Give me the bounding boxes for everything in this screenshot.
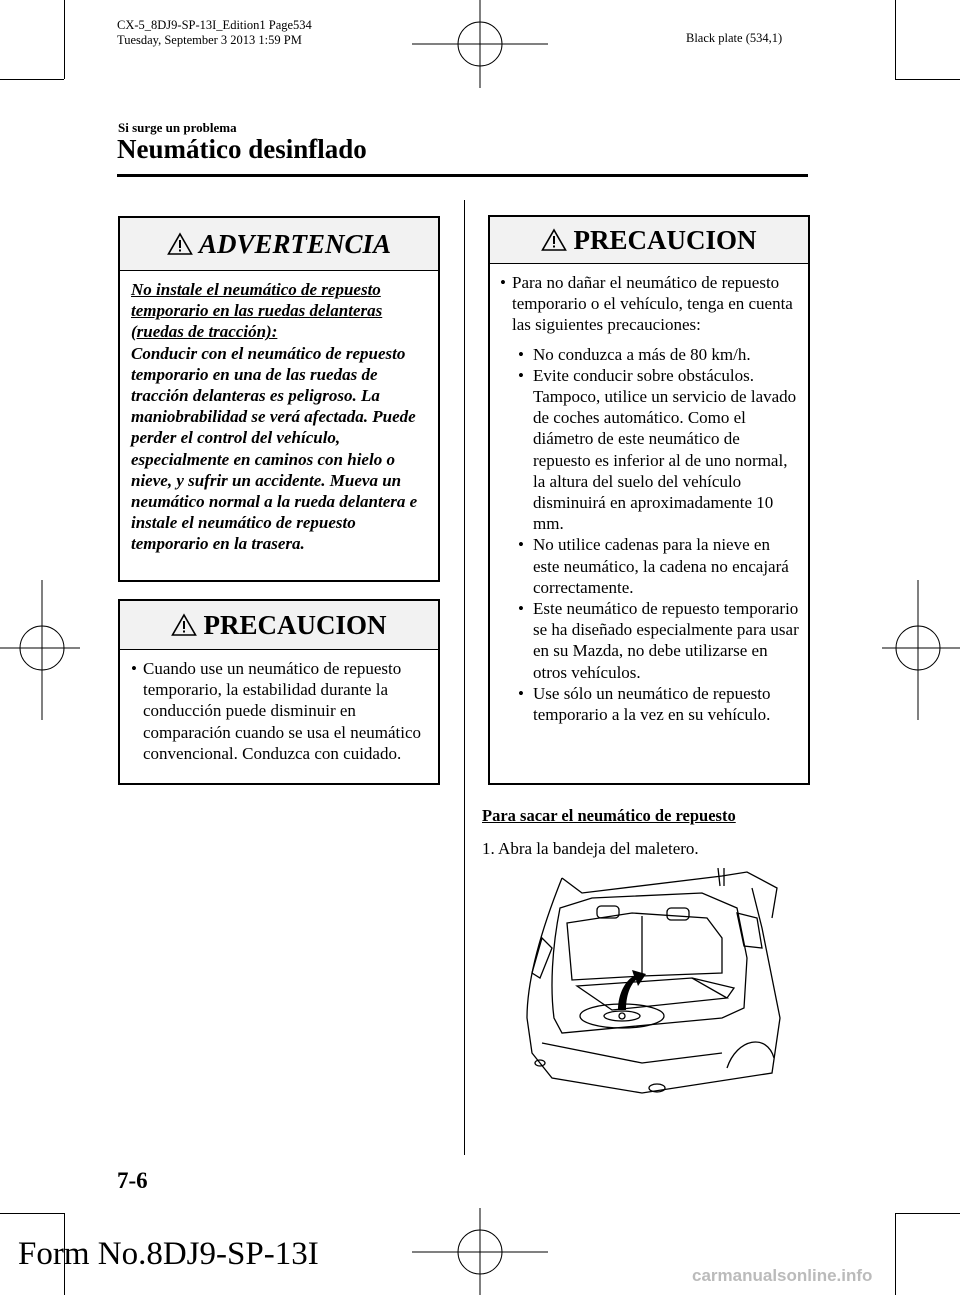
trunk-illustration xyxy=(522,868,782,1098)
form-number: Form No.8DJ9-SP-13I xyxy=(18,1236,319,1272)
warning-heading: ADVERTENCIA xyxy=(198,228,392,259)
caution-triangle-icon xyxy=(541,228,567,252)
column-divider xyxy=(464,200,465,1155)
caution-body-left xyxy=(120,650,438,774)
caution-heading-left: PRECAUCION xyxy=(203,609,387,640)
procedure-step-1: 1. Abra la bandeja del maletero. xyxy=(482,839,699,858)
list-item: • Evite conducir sobre obstáculos. Tampoco, utilice un servicio de lavado de coches automático. Como el diámetro de este neumático de repuesto es inferior al de uno normal, la altura del suelo del vehículo disminuirá en aproximadamente 10 mm. xyxy=(518,365,800,535)
sub-item-2: Evite conducir sobre obstáculos. Tampoco, utilice un servicio de lavado de coches automático. Como el diámetro de este neumático de repuesto es inferior al de uno normal, la altura del suelo del vehículo disminuirá en aproximadamente 10 mm. xyxy=(533,365,797,534)
bullet-dot: • xyxy=(500,273,506,292)
warning-box xyxy=(118,216,440,582)
caution-left-text: Cuando use un neumático de repuesto temporario, la estabilidad durante la conducción puede disminuir en comparación cuando se usa el neumático convencional. Conduzca con cuidado. xyxy=(143,659,422,763)
caution-heading-right: PRECAUCION xyxy=(573,224,757,255)
page-number: 7-6 xyxy=(117,1168,148,1193)
warning-underlined-text: No instale el neumático de repuesto temporario en las ruedas delanteras (ruedas de tracción): xyxy=(131,280,383,342)
print-info xyxy=(117,18,312,48)
sub-item-4: Este neumático de repuesto temporario se ha diseñado especialmente para usar en su Mazda, no debe utilizarse en otros vehículos. xyxy=(533,599,799,682)
warning-text: Conducir con el neumático de repuesto temporario en una de las ruedas de tracción delanteras es peligroso. La maniobrabilidad se verá afectada. Puede perder el control del vehículo, especialmente en caminos con hielo o nieve, y sufrir un accidente. Mueva un neumático normal a la rueda delantera e instale el neumático de repuesto temporario en la trasera. xyxy=(131,343,418,554)
list-item: • Use sólo un neumático de repuesto temporario a la vez en su vehículo. xyxy=(518,683,800,725)
list-item: • No conduzca a más de 80 km/h. xyxy=(518,344,751,364)
warning-header xyxy=(120,218,438,271)
caution-box-left xyxy=(118,599,440,785)
page-title: Neumático desinflado xyxy=(117,134,367,164)
list-item xyxy=(131,658,426,764)
list-item: • Este neumático de repuesto temporario se ha diseñado especialmente para usar en su Mazda, no debe utilizarse en otros vehículos. xyxy=(518,599,799,682)
caution-header-left xyxy=(120,601,438,650)
title-rule xyxy=(117,174,808,177)
print-line-2: Tuesday, September 3 2013 1:59 PM xyxy=(117,33,302,47)
warning-body xyxy=(120,271,438,565)
sub-item-1: No conduzca a más de 80 km/h. xyxy=(533,344,751,364)
watermark: carmanualsonline.info xyxy=(692,1266,873,1285)
caution-body-right xyxy=(490,264,808,735)
list-item: • No utilice cadenas para la nieve en este neumático, la cadena no encajará correctamente. xyxy=(518,534,800,598)
sub-item-5: Use sólo un neumático de repuesto temporario a la vez en su vehículo. xyxy=(533,683,771,725)
list-item xyxy=(500,272,800,336)
plate-label: Black plate (534,1) xyxy=(686,31,783,45)
caution-box-right xyxy=(488,215,810,785)
caution-header-right xyxy=(490,217,808,264)
section-label: Si surge un problema xyxy=(118,120,237,135)
registration-mark-top xyxy=(412,0,548,90)
caution-right-text: Para no dañar el neumático de repuesto temporario o el vehículo, tenga en cuenta las siguientes precauciones: xyxy=(512,273,793,335)
bullet-dot: • xyxy=(131,659,137,678)
caution-triangle-icon xyxy=(171,613,197,637)
registration-mark-bottom xyxy=(412,1208,548,1295)
print-line-1: CX-5_8DJ9-SP-13I_Edition1 Page534 xyxy=(117,18,312,32)
sub-item-3: No utilice cadenas para la nieve en este neumático, la cadena no encajará correctamente. xyxy=(533,535,789,597)
registration-mark-left xyxy=(0,580,80,720)
registration-mark-right xyxy=(882,580,960,720)
procedure-subheading: Para sacar el neumático de repuesto xyxy=(482,806,736,825)
warning-triangle-icon xyxy=(167,232,193,256)
